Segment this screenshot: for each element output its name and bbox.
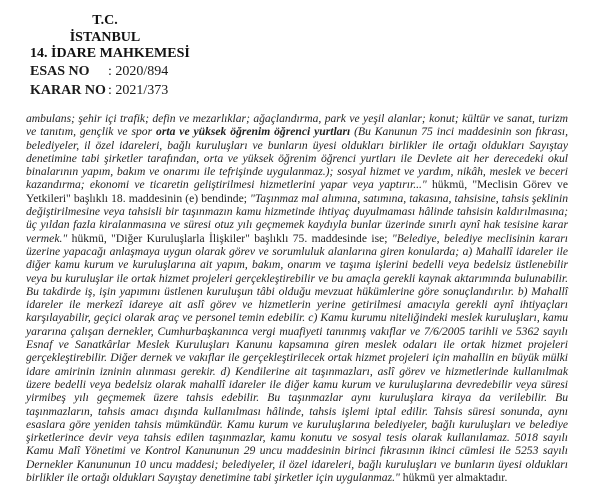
quote-segment: ambulans; şehir içi trafik; defin ve mezarlıklar; ağaçlandırma, park ve yeşil alanlar; konut; kültür ve sanat, turizm ve tanıtım, gençlik ve spor bbox=[26, 112, 568, 139]
narrative-segment: hükmü yer almaktadır. bbox=[399, 471, 508, 485]
header-court-name: 14. İDARE MAHKEMESİ bbox=[30, 46, 190, 61]
karar-no-value: : 2021/373 bbox=[108, 83, 169, 98]
esas-no-label: ESAS NO bbox=[30, 64, 90, 79]
narrative-segment: hükmü, "Diğer Kuruluşlarla İlişkiler" başlıklı 75. maddesinde ise; bbox=[67, 231, 392, 245]
quote-segment: "Taşınmaz mal alımına, satımına, takasına, tahsisine, tahsis şeklinin değiştirilmesine veya tahsisli bir taşınmazın kamu hizmetinde ihtiyaç duyulmaması hâlinde tahsisin kaldırılmasına; üç yıldan fazla kiralanmasına ve süresi otuz yılı geçmemek kaydıyla bunlar üzerinde sınırlı aynî hak tesisine karar vermek." bbox=[26, 191, 568, 245]
narrative-segment: hükmü, "Meclisin Görev ve Yetkileri" başlıklı 18. maddesinin (e) bendinde; bbox=[26, 178, 568, 205]
esas-no-value: : 2020/894 bbox=[108, 64, 169, 79]
karar-no-row bbox=[30, 83, 168, 99]
quote-segment: (Bu Kanunun 75 inci maddesinin son fıkrası, belediyeler, il özel idareleri, bağlı kuruluşları ve bunların üyesi oldukları birlikler ile ortağı oldukları Sayıştay denetimine tabi şirketler tarafından, orta ve yüksek öğrenim öğrenci yurtları ile Devlete ait her derecedeki okul binalarının yapım, bakım ve onarımı ile tefrişinde uygulanmaz.); sosyal hizmet ve yardım, nikâh, meslek ve beceri kazandırma; ekonomi ve ticaretin geliştirilmesi hizmetlerini yapar veya yaptırır..." bbox=[26, 125, 568, 192]
esas-no-row bbox=[30, 64, 168, 80]
header-tc: T.C. bbox=[92, 13, 118, 28]
quote-segment: "Belediye, belediye meclisinin kararı üzerine yapacağı anlaşmaya uygun olarak görev ve sorumluluk alanlarına giren konularda; a) Mahallî idareler ile diğer kamu kurum ve kuruluşlarına ait yapım, bakım, onarım ve taşıma işlerini bedelli veya bedelsiz üstlenebilir veya bu kuruluşlar ile ortak hizmet projeleri gerçekleştirebilir ve bu amaçla gerekli kaynak aktarımında bulunabilir. Bu takdirde iş, işin yapımını üstlenen kuruluşun tâbi olduğu mevzuat hükümlerine göre sonuçlandırılır. b) Mahallî idareler ile merkezî idareye ait aslî görev ve hizmetlerin yerine getirilmesi amacıyla gerekli aynî ihtiyaçları karşılayabilir, geçici olarak araç ve personel temin edebilir. c) Kamu kurumu niteliğindeki meslek kuruluşları, kamu yararına çalışan dernekler, Cumhurbaşkanınca vergi muafiyeti tanınmış vakıflar ve 7/6/2005 tarihli ve 5362 sayılı Esnaf ve Sanatkârlar Meslek Kuruluşları Kanunu kapsamına giren meslek odaları ile ortak hizmet projeleri gerçekleştirebilir. Diğer dernek ve vakıflar ile gerçekleştirilecek ortak hizmet projeleri için mahallin en büyük mülki idare amirinin izninin alınması gerekir. d) Kendilerine ait taşınmazları, aslî görev ve hizmetlerinde kullanılmak üzere bedelli veya bedelsiz olarak mahallî idareler ile diğer kamu kurum ve kuruluşlarına devredebilir veya süresi yirmibeş yılı geçmemek üzere tahsis edebilir. Bu taşınmazlar aynı kuruluşlara kiraya da verilebilir. Bu taşınmazların, tahsis amacı dışında kullanılması hâlinde, tahsis işlemi iptal edilir. Tahsis süresi sonunda, aynı esaslara göre yeniden tahsis mümkündür. Kamu kurum ve kuruluşlarına belediyeler, bağlı kuruluşları ve belediye şirketlerince devir veya tahsis edilen taşınmazlar, kamu konutu ve sosyal tesis olarak kullanılamaz. 5018 sayılı Kamu Malî Yönetimi ve Kontrol Kanununun 29 uncu maddesinin birinci fıkrasının ikinci cümlesi ile 5253 sayılı Dernekler Kanununun 10 uncu maddesi; belediyeler, il özel idareleri, bağlı kuruluşları ve bunların üyesi oldukları birlikler ile ortağı oldukları Sayıştay denetimine tabi şirketler için uygulanmaz." bbox=[26, 231, 569, 485]
header-city: İSTANBUL bbox=[69, 30, 141, 45]
body-paragraph bbox=[26, 112, 568, 484]
emphasized-segment: orta ve yüksek öğrenim öğrenci yurtları bbox=[156, 125, 351, 139]
karar-no-label: KARAR NO bbox=[30, 83, 106, 98]
